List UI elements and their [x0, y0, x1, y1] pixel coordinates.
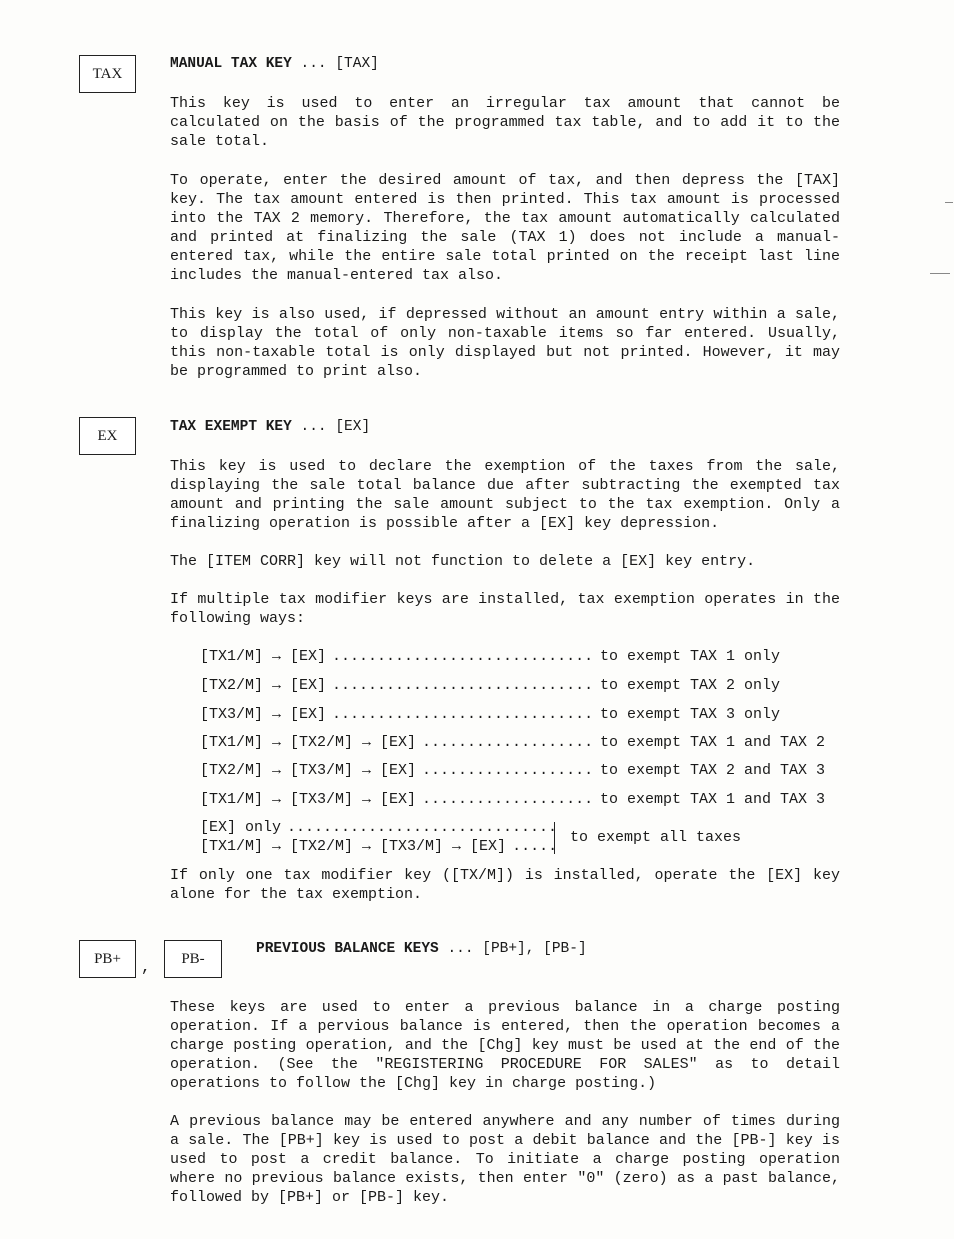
tax-key-box: [79, 55, 136, 93]
ex-paragraph-2: The [ITEM CORR] key will not function to delete a [EX] key entry.: [170, 553, 756, 570]
pb-paragraph-1: These keys are used to enter a previous balance in a charge posting operation. If a pervious balance is entered, then the operation becomes a charge posting operation, and the [Chg] key must be used at the end of the operation. (See the "REGISTERING PROCEDURE FOR SALES" as to detail operations to follow the [Chg] key in charge posting.): [170, 999, 840, 1092]
exemption-row-keys: [TX1/M] → [TX2/M] → [EX]: [200, 734, 417, 751]
tax-paragraph-2: To operate, enter the desired amount of tax, and then depress the [TAX] key. The tax amount entered is then printed. This tax amount is processed into the TAX 2 memory. Therefore, the tax amount automatically calculated and printed at finalizing the sale (TAX 1) does not include a manual-entered tax, while the entire sale total printed on the receipt last line includes the manual-entered tax also.: [170, 172, 840, 284]
exemption-row-result: to exempt TAX 3 only: [600, 706, 781, 723]
tax-paragraph-1: This key is used to enter an irregular tax amount that cannot be calculated on the basis of the programmed tax table, and to add it to the sale total.: [170, 95, 840, 150]
ex-paragraph-3: If multiple tax modifier keys are installed, tax exemption operates in the following ways:: [170, 591, 840, 627]
exempt-all-line-1: [200, 818, 560, 837]
exemption-row-keys: [TX1/M] → [EX]: [200, 648, 327, 665]
ex-heading-suffix: ... [EX]: [300, 419, 371, 435]
leader-dots: [332, 647, 594, 666]
exempt-all-result: to exempt all taxes: [570, 829, 742, 846]
tax-heading: [170, 56, 379, 72]
tax-heading-suffix: ... [TAX]: [300, 56, 379, 72]
scan-mark: [945, 202, 953, 203]
leader-dots: [332, 676, 594, 695]
leader-dots: [422, 790, 594, 809]
pb-plus-key-label: PB+: [94, 950, 121, 967]
leader-dots: [332, 705, 594, 724]
tax-heading-title: MANUAL TAX KEY: [170, 56, 292, 72]
exemption-row: [200, 705, 840, 724]
ex-key-box: [79, 417, 136, 455]
tax-key-label: TAX: [92, 65, 123, 82]
key-separator: ,: [141, 958, 151, 976]
exemption-row-result: to exempt TAX 1 only: [600, 648, 781, 665]
pb-heading: [256, 941, 587, 957]
scan-mark: [930, 273, 950, 274]
exempt-all-line-1-keys: [EX] only: [200, 819, 282, 836]
leader-dots: [287, 818, 560, 837]
pb-paragraph-2: A previous balance may be entered anywhere and any number of times during a sale. The [PB+] key is used to post a debit balance and the [PB-] key is used to post a credit balance. To initiate a charge posting operation where no previous balance exists, then enter "0" (zero) as a past balance, followed by [PB+] or [PB-] key.: [170, 1113, 840, 1206]
exemption-row-result: to exempt TAX 1 and TAX 3: [600, 791, 826, 808]
exemption-row-keys: [TX3/M] → [EX]: [200, 706, 327, 723]
leader-dots: [422, 733, 594, 752]
exemption-row: [200, 647, 840, 666]
exemption-row-result: to exempt TAX 1 and TAX 2: [600, 734, 826, 751]
exemption-row-keys: [TX1/M] → [TX3/M] → [EX]: [200, 791, 417, 808]
ex-paragraph-4: If only one tax modifier key ([TX/M]) is installed, operate the [EX] key alone for the tax exemption.: [170, 867, 840, 903]
exemption-row-result: to exempt TAX 2 only: [600, 677, 781, 694]
leader-dots: [512, 837, 560, 856]
exemption-row: [200, 790, 840, 809]
pb-heading-title: PREVIOUS BALANCE KEYS: [256, 941, 439, 957]
exemption-row-result: to exempt TAX 2 and TAX 3: [600, 762, 826, 779]
ex-heading: [170, 419, 370, 435]
pb-heading-suffix: ... [PB+], [PB-]: [447, 941, 587, 957]
exemption-row-keys: [TX2/M] → [EX]: [200, 677, 327, 694]
ex-key-label: EX: [97, 427, 118, 444]
ex-heading-title: TAX EXEMPT KEY: [170, 419, 292, 435]
exempt-all-group: [200, 818, 800, 858]
bracket-line: [554, 822, 555, 854]
pb-minus-key-box: [164, 940, 222, 978]
exempt-all-line-2-keys: [TX1/M] → [TX2/M] → [TX3/M] → [EX]: [200, 838, 507, 855]
leader-dots: [422, 761, 594, 780]
exemption-row: [200, 676, 840, 695]
ex-paragraph-1: This key is used to declare the exemption of the taxes from the sale, displaying the sale total balance due after subtracting the exempted tax amount and printing the sale amount subject to the tax exemption. Only a finalizing operation is possible after a [EX] key depression.: [170, 458, 840, 532]
pb-plus-key-box: [79, 940, 136, 978]
exempt-all-line-2: [200, 837, 560, 856]
tax-paragraph-3: This key is also used, if depressed without an amount entry within a sale, to display the total of only non-taxable items so far entered. Usually, this non-taxable total is only displayed but not printed. However, it may be programmed to print also.: [170, 306, 840, 380]
pb-minus-key-label: PB-: [181, 950, 205, 967]
exemption-row: [200, 733, 840, 752]
exemption-row-keys: [TX2/M] → [TX3/M] → [EX]: [200, 762, 417, 779]
exemption-row: [200, 761, 840, 780]
